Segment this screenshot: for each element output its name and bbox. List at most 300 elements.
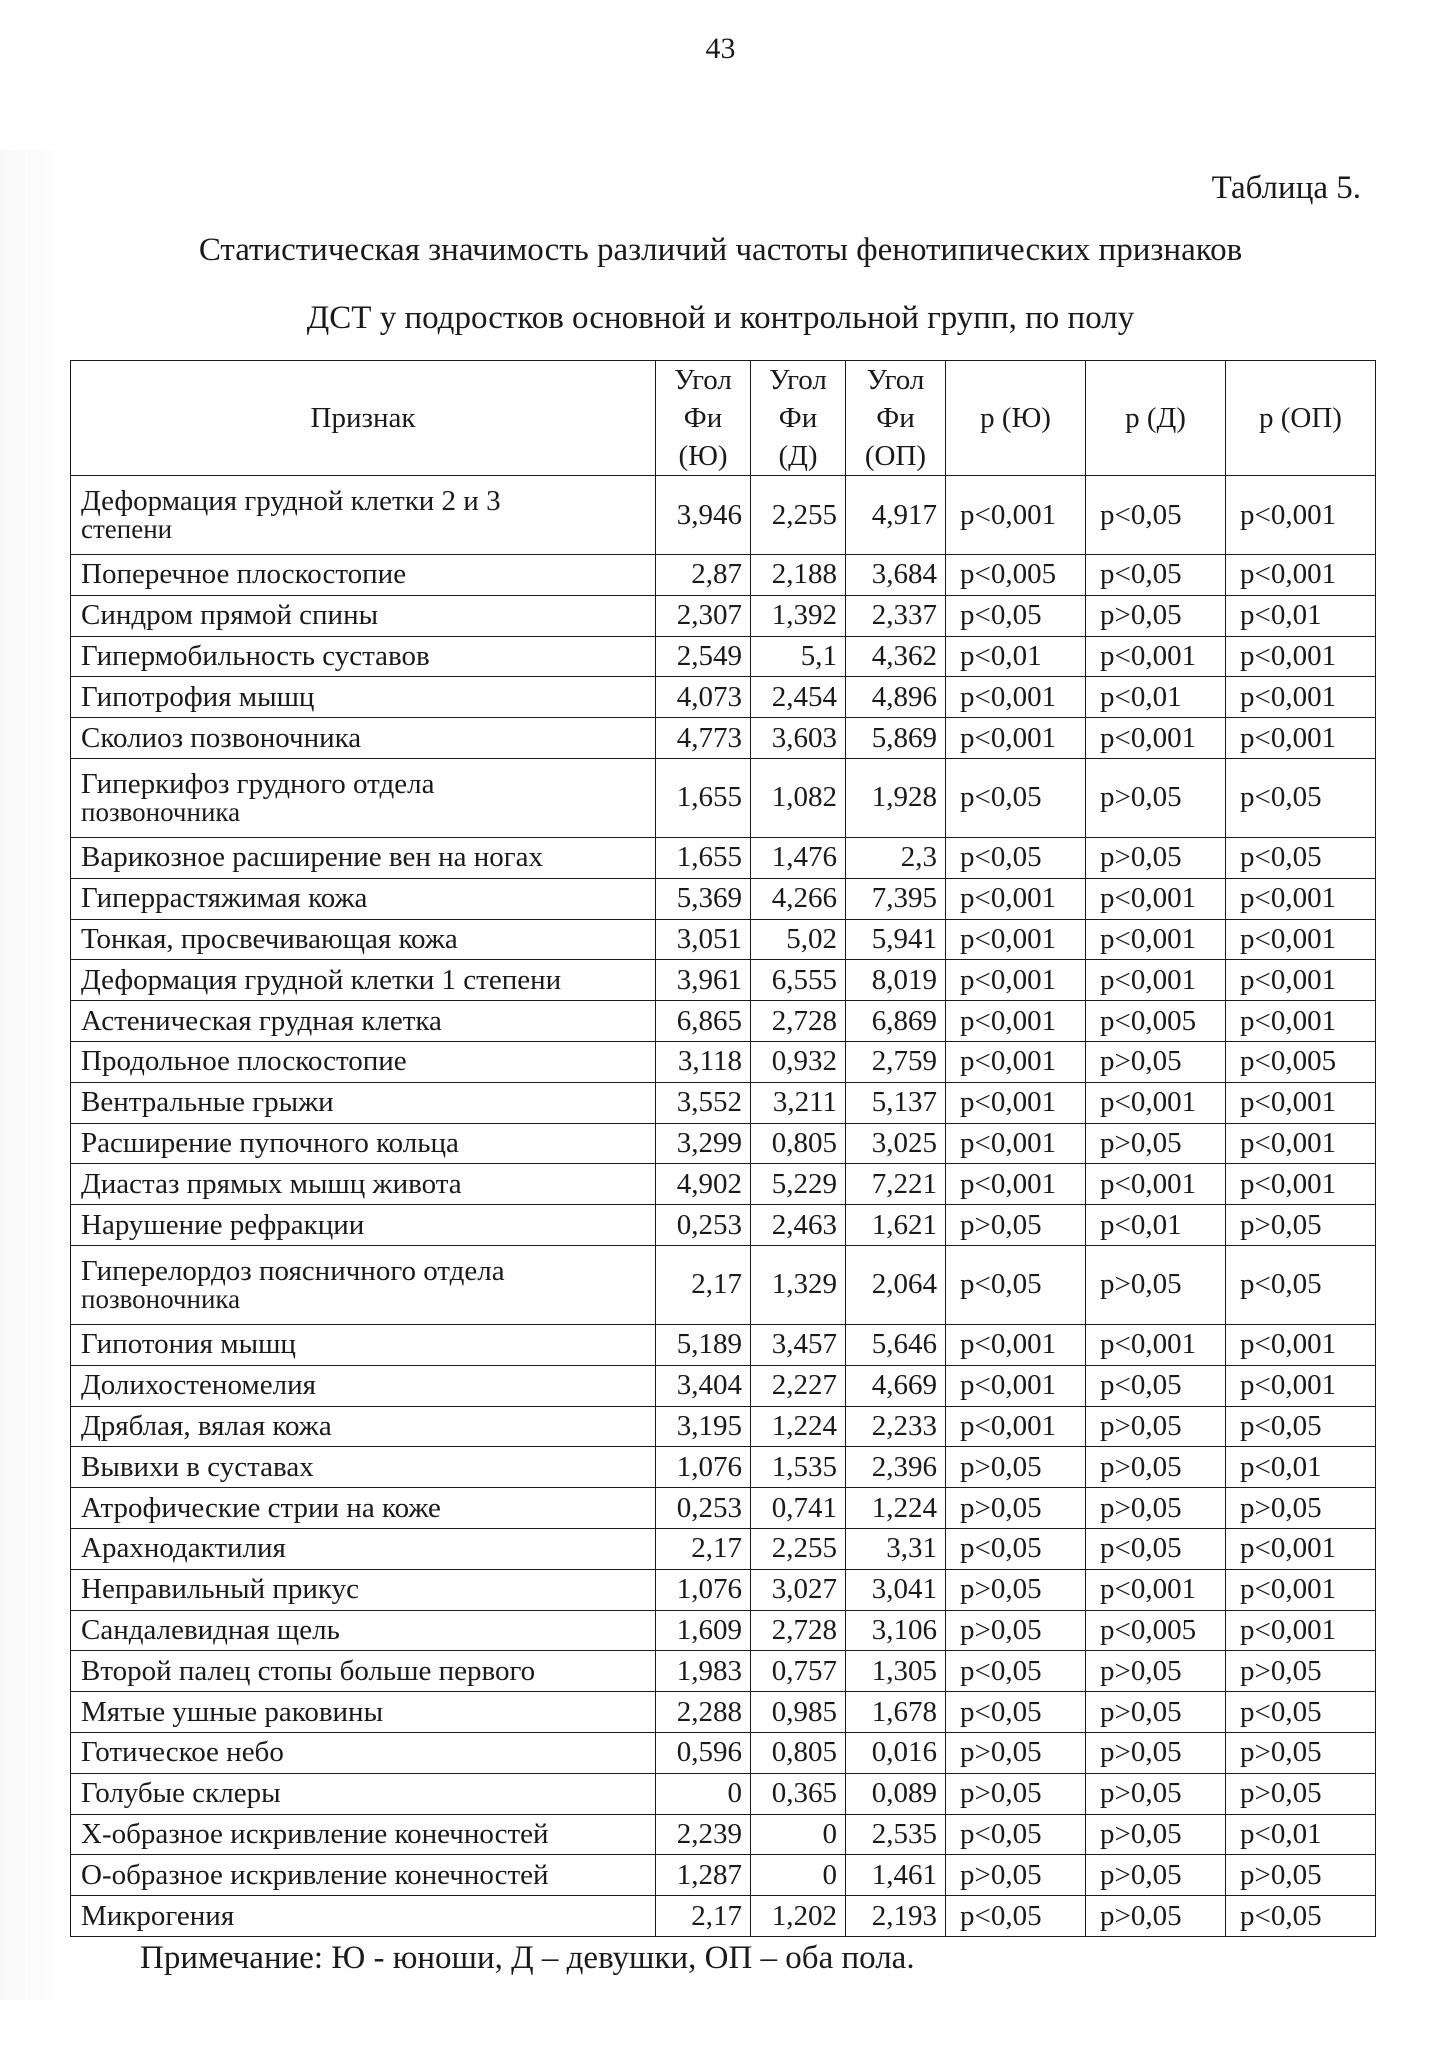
cell-p-d: р<0,01 bbox=[1086, 1205, 1226, 1246]
table-row bbox=[71, 677, 1376, 718]
cell-phi-op: 6,869 bbox=[846, 1001, 946, 1042]
cell-phi-yu: 6,865 bbox=[656, 1001, 751, 1042]
cell-phi-op: 3,025 bbox=[846, 1123, 946, 1164]
cell-phi-d: 3,027 bbox=[751, 1569, 846, 1610]
cell-feature bbox=[71, 1855, 656, 1896]
cell-p-yu: р<0,05 bbox=[946, 837, 1086, 878]
cell-p-op: р<0,001 bbox=[1226, 878, 1376, 919]
table-body bbox=[71, 476, 1376, 1937]
cell-phi-op: 4,917 bbox=[846, 476, 946, 555]
cell-p-op: р<0,05 bbox=[1226, 837, 1376, 878]
cell-phi-yu: 2,87 bbox=[656, 555, 751, 596]
cell-phi-op: 3,041 bbox=[846, 1569, 946, 1610]
cell-phi-op: 2,193 bbox=[846, 1896, 946, 1937]
table-row bbox=[71, 1365, 1376, 1406]
cell-feature-line: Вывихи в суставах bbox=[81, 1450, 314, 1483]
header-phi-d bbox=[751, 361, 846, 476]
cell-phi-op: 5,869 bbox=[846, 718, 946, 759]
page-number: 43 bbox=[705, 32, 736, 65]
cell-p-yu: р<0,001 bbox=[946, 476, 1086, 555]
cell-p-d: р>0,05 bbox=[1086, 837, 1226, 878]
cell-phi-d: 0,741 bbox=[751, 1488, 846, 1529]
cell-phi-op: 7,395 bbox=[846, 878, 946, 919]
header-p-op: р (ОП) bbox=[1226, 361, 1376, 476]
data-table bbox=[70, 360, 1376, 1937]
table-row bbox=[71, 758, 1376, 837]
cell-p-d: р>0,05 bbox=[1086, 1041, 1226, 1082]
cell-p-yu: р>0,05 bbox=[946, 1447, 1086, 1488]
cell-p-yu: р<0,05 bbox=[946, 1245, 1086, 1324]
cell-p-d: р>0,05 bbox=[1086, 1773, 1226, 1814]
cell-phi-yu: 3,552 bbox=[656, 1082, 751, 1123]
cell-p-d: р<0,05 bbox=[1086, 476, 1226, 555]
cell-p-yu: р<0,05 bbox=[946, 1692, 1086, 1733]
cell-phi-op: 4,362 bbox=[846, 636, 946, 677]
cell-feature bbox=[71, 1569, 656, 1610]
cell-feature-line: О-образное искривление конечностей bbox=[81, 1858, 549, 1891]
cell-p-yu: р>0,05 bbox=[946, 1855, 1086, 1896]
cell-phi-yu: 2,17 bbox=[656, 1896, 751, 1937]
cell-feature bbox=[71, 1001, 656, 1042]
cell-phi-op: 1,678 bbox=[846, 1692, 946, 1733]
cell-phi-d: 2,255 bbox=[751, 476, 846, 555]
cell-feature bbox=[71, 1324, 656, 1365]
cell-phi-op: 8,019 bbox=[846, 960, 946, 1001]
cell-phi-yu: 3,118 bbox=[656, 1041, 751, 1082]
cell-p-d: р<0,001 bbox=[1086, 1569, 1226, 1610]
cell-phi-d: 5,1 bbox=[751, 636, 846, 677]
cell-phi-op: 7,221 bbox=[846, 1164, 946, 1205]
cell-p-yu: р<0,001 bbox=[946, 1365, 1086, 1406]
cell-p-yu: р<0,05 bbox=[946, 1528, 1086, 1569]
cell-phi-op: 2,233 bbox=[846, 1406, 946, 1447]
table-row bbox=[71, 1692, 1376, 1733]
cell-phi-yu: 3,946 bbox=[656, 476, 751, 555]
header-phi-yu bbox=[656, 361, 751, 476]
cell-phi-d: 4,266 bbox=[751, 878, 846, 919]
cell-phi-op: 2,535 bbox=[846, 1814, 946, 1855]
cell-phi-yu: 0,596 bbox=[656, 1732, 751, 1773]
cell-phi-d: 2,463 bbox=[751, 1205, 846, 1246]
cell-feature bbox=[71, 1896, 656, 1937]
cell-feature bbox=[71, 758, 656, 837]
cell-phi-d: 2,728 bbox=[751, 1610, 846, 1651]
cell-feature bbox=[71, 1528, 656, 1569]
cell-feature-line: Арахнодактилия bbox=[81, 1532, 286, 1565]
cell-phi-op: 0,089 bbox=[846, 1773, 946, 1814]
table-row bbox=[71, 1041, 1376, 1082]
cell-feature-line: Тонкая, просвечивающая кожа bbox=[81, 922, 458, 955]
cell-phi-op: 2,396 bbox=[846, 1447, 946, 1488]
cell-p-op: р<0,001 bbox=[1226, 718, 1376, 759]
cell-feature-line: Гипермобильность суставов bbox=[81, 639, 430, 672]
cell-p-yu: р<0,005 bbox=[946, 555, 1086, 596]
cell-feature bbox=[71, 1365, 656, 1406]
cell-p-op: р>0,05 bbox=[1226, 1205, 1376, 1246]
cell-feature bbox=[71, 1773, 656, 1814]
cell-feature bbox=[71, 1205, 656, 1246]
cell-feature-line: Мятые ушные раковины bbox=[81, 1695, 384, 1728]
cell-feature bbox=[71, 476, 656, 555]
table-label: Таблица 5. bbox=[1211, 170, 1361, 206]
cell-p-yu: р<0,001 bbox=[946, 677, 1086, 718]
cell-phi-d: 5,229 bbox=[751, 1164, 846, 1205]
cell-feature bbox=[71, 1041, 656, 1082]
cell-phi-op: 1,224 bbox=[846, 1488, 946, 1529]
cell-phi-yu: 3,404 bbox=[656, 1365, 751, 1406]
cell-p-op: р<0,001 bbox=[1226, 677, 1376, 718]
cell-p-d: р<0,05 bbox=[1086, 555, 1226, 596]
header-phi-d-line: (Д) bbox=[778, 440, 818, 472]
cell-p-yu: р<0,05 bbox=[946, 595, 1086, 636]
cell-phi-op: 5,941 bbox=[846, 919, 946, 960]
cell-feature-line: Сандалевидная щель bbox=[81, 1613, 340, 1646]
cell-p-op: р<0,001 bbox=[1226, 1324, 1376, 1365]
table-row bbox=[71, 1001, 1376, 1042]
cell-p-op: р<0,05 bbox=[1226, 1692, 1376, 1733]
cell-phi-yu: 1,287 bbox=[656, 1855, 751, 1896]
cell-phi-yu: 4,902 bbox=[656, 1164, 751, 1205]
cell-p-yu: р>0,05 bbox=[946, 1732, 1086, 1773]
cell-feature bbox=[71, 595, 656, 636]
cell-p-d: р>0,05 bbox=[1086, 758, 1226, 837]
cell-feature-line: Синдром прямой спины bbox=[81, 599, 379, 632]
table-header-row bbox=[71, 361, 1376, 476]
table-row bbox=[71, 1896, 1376, 1937]
cell-phi-d: 3,211 bbox=[751, 1082, 846, 1123]
cell-phi-yu: 1,655 bbox=[656, 758, 751, 837]
cell-p-d: р<0,001 bbox=[1086, 1164, 1226, 1205]
header-phi-op bbox=[846, 361, 946, 476]
cell-p-op: р<0,001 bbox=[1226, 1528, 1376, 1569]
cell-p-d: р>0,05 bbox=[1086, 1488, 1226, 1529]
cell-p-yu: р<0,001 bbox=[946, 1001, 1086, 1042]
cell-phi-d: 2,227 bbox=[751, 1365, 846, 1406]
cell-p-yu: р<0,001 bbox=[946, 1324, 1086, 1365]
cell-phi-yu: 4,773 bbox=[656, 718, 751, 759]
cell-p-d: р>0,05 bbox=[1086, 1692, 1226, 1733]
cell-p-yu: р<0,001 bbox=[946, 960, 1086, 1001]
cell-phi-op: 4,896 bbox=[846, 677, 946, 718]
header-phi-yu-line: Фи bbox=[683, 402, 723, 434]
cell-feature bbox=[71, 1814, 656, 1855]
cell-feature-line: Поперечное плоскостопие bbox=[81, 558, 407, 591]
cell-p-op: р<0,001 bbox=[1226, 1365, 1376, 1406]
cell-feature-line: Варикозное расширение вен на ногах bbox=[81, 841, 544, 874]
table-row bbox=[71, 595, 1376, 636]
cell-phi-yu: 2,288 bbox=[656, 1692, 751, 1733]
cell-p-d: р<0,01 bbox=[1086, 677, 1226, 718]
table-row bbox=[71, 837, 1376, 878]
cell-phi-d: 0,365 bbox=[751, 1773, 846, 1814]
cell-p-yu: р<0,001 bbox=[946, 1164, 1086, 1205]
cell-p-yu: р<0,05 bbox=[946, 758, 1086, 837]
cell-p-yu: р<0,001 bbox=[946, 1082, 1086, 1123]
cell-phi-d: 0,985 bbox=[751, 1692, 846, 1733]
cell-feature bbox=[71, 1488, 656, 1529]
cell-p-d: р<0,05 bbox=[1086, 1365, 1226, 1406]
cell-feature bbox=[71, 960, 656, 1001]
cell-phi-op: 2,337 bbox=[846, 595, 946, 636]
cell-feature-line: Расширение пупочного кольца bbox=[81, 1126, 459, 1159]
cell-p-yu: р<0,05 bbox=[946, 1896, 1086, 1937]
cell-phi-d: 2,454 bbox=[751, 677, 846, 718]
table-row bbox=[71, 1528, 1376, 1569]
cell-phi-d: 1,535 bbox=[751, 1447, 846, 1488]
cell-p-d: р<0,001 bbox=[1086, 1082, 1226, 1123]
cell-feature-line: Деформация грудной клетки 1 степени bbox=[81, 963, 562, 996]
cell-feature-line: степени bbox=[81, 514, 173, 544]
cell-p-d: р<0,001 bbox=[1086, 1324, 1226, 1365]
cell-feature-line: Вентральные грыжи bbox=[81, 1086, 334, 1119]
cell-phi-d: 1,202 bbox=[751, 1896, 846, 1937]
cell-phi-d: 5,02 bbox=[751, 919, 846, 960]
table-row bbox=[71, 1569, 1376, 1610]
table-row bbox=[71, 476, 1376, 555]
cell-p-d: р>0,05 bbox=[1086, 595, 1226, 636]
cell-p-d: р<0,001 bbox=[1086, 636, 1226, 677]
cell-phi-op: 1,621 bbox=[846, 1205, 946, 1246]
cell-p-d: р>0,05 bbox=[1086, 1896, 1226, 1937]
cell-p-yu: р>0,05 bbox=[946, 1569, 1086, 1610]
cell-p-yu: р<0,001 bbox=[946, 1123, 1086, 1164]
cell-p-d: р>0,05 bbox=[1086, 1732, 1226, 1773]
cell-phi-yu: 0 bbox=[656, 1773, 751, 1814]
table-row bbox=[71, 1245, 1376, 1324]
cell-p-yu: р<0,01 bbox=[946, 636, 1086, 677]
table-row bbox=[71, 1610, 1376, 1651]
table-title-line-2: ДСТ у подростков основной и контрольной групп, по полу bbox=[306, 300, 1135, 336]
cell-feature bbox=[71, 718, 656, 759]
cell-p-op: р<0,001 bbox=[1226, 1610, 1376, 1651]
cell-phi-d: 0 bbox=[751, 1814, 846, 1855]
cell-phi-d: 0,932 bbox=[751, 1041, 846, 1082]
cell-phi-op: 5,646 bbox=[846, 1324, 946, 1365]
cell-phi-yu: 1,076 bbox=[656, 1447, 751, 1488]
cell-p-yu: р>0,05 bbox=[946, 1488, 1086, 1529]
cell-phi-op: 0,016 bbox=[846, 1732, 946, 1773]
table-row bbox=[71, 1855, 1376, 1896]
cell-feature-line: Второй палец стопы больше первого bbox=[81, 1654, 536, 1687]
cell-p-op: р<0,001 bbox=[1226, 476, 1376, 555]
cell-phi-op: 3,106 bbox=[846, 1610, 946, 1651]
cell-feature bbox=[71, 636, 656, 677]
cell-feature-line: Астеническая грудная клетка bbox=[81, 1004, 442, 1037]
cell-p-yu: р<0,05 bbox=[946, 1814, 1086, 1855]
header-phi-d-line: Фи bbox=[778, 402, 818, 434]
cell-p-d: р>0,05 bbox=[1086, 1406, 1226, 1447]
cell-p-yu: р<0,001 bbox=[946, 1041, 1086, 1082]
cell-p-op: р<0,001 bbox=[1226, 1164, 1376, 1205]
table-row bbox=[71, 1205, 1376, 1246]
cell-p-op: р<0,001 bbox=[1226, 960, 1376, 1001]
cell-phi-d: 0,757 bbox=[751, 1651, 846, 1692]
cell-feature bbox=[71, 1610, 656, 1651]
cell-feature-line: Неправильный прикус bbox=[81, 1573, 359, 1606]
cell-feature bbox=[71, 1732, 656, 1773]
cell-phi-yu: 2,239 bbox=[656, 1814, 751, 1855]
table-row bbox=[71, 1406, 1376, 1447]
header-phi-d-line: Угол bbox=[769, 364, 827, 396]
cell-feature bbox=[71, 837, 656, 878]
cell-p-op: р>0,05 bbox=[1226, 1488, 1376, 1529]
cell-feature-line: Деформация грудной клетки 2 и 3 bbox=[81, 485, 501, 517]
cell-feature-line: Сколиоз позвоночника bbox=[81, 721, 362, 754]
table-row bbox=[71, 960, 1376, 1001]
cell-p-op: р>0,05 bbox=[1226, 1773, 1376, 1814]
cell-phi-yu: 1,983 bbox=[656, 1651, 751, 1692]
cell-phi-yu: 3,961 bbox=[656, 960, 751, 1001]
table-row bbox=[71, 1773, 1376, 1814]
cell-p-d: р>0,05 bbox=[1086, 1651, 1226, 1692]
cell-feature-line: Продольное плоскостопие bbox=[81, 1045, 407, 1078]
cell-p-d: р>0,05 bbox=[1086, 1245, 1226, 1324]
cell-feature-line: Гипотрофия мышц bbox=[81, 680, 315, 713]
cell-phi-yu: 5,189 bbox=[656, 1324, 751, 1365]
cell-feature-line: позвоночника bbox=[81, 796, 241, 827]
cell-feature bbox=[71, 555, 656, 596]
cell-feature-line: Долихостеномелия bbox=[81, 1369, 316, 1402]
cell-feature bbox=[71, 1164, 656, 1205]
cell-p-op: р<0,001 bbox=[1226, 1123, 1376, 1164]
header-p-d: р (Д) bbox=[1086, 361, 1226, 476]
cell-p-op: р<0,001 bbox=[1226, 919, 1376, 960]
table-row bbox=[71, 878, 1376, 919]
cell-phi-op: 4,669 bbox=[846, 1365, 946, 1406]
cell-phi-op: 2,3 bbox=[846, 837, 946, 878]
table-row bbox=[71, 1732, 1376, 1773]
cell-phi-d: 0,805 bbox=[751, 1732, 846, 1773]
cell-phi-yu: 0,253 bbox=[656, 1488, 751, 1529]
table-row bbox=[71, 919, 1376, 960]
cell-p-d: р<0,001 bbox=[1086, 919, 1226, 960]
cell-feature-line: Гиперелордоз поясничного отдела bbox=[81, 1254, 505, 1287]
cell-phi-yu: 3,195 bbox=[656, 1406, 751, 1447]
cell-p-op: р<0,005 bbox=[1226, 1041, 1376, 1082]
table-row bbox=[71, 1488, 1376, 1529]
cell-feature bbox=[71, 1245, 656, 1324]
cell-feature bbox=[71, 1447, 656, 1488]
cell-phi-yu: 2,307 bbox=[656, 595, 751, 636]
cell-feature-line: Диастаз прямых мышц живота bbox=[81, 1167, 462, 1200]
cell-feature-line: Нарушение рефракции bbox=[81, 1208, 365, 1241]
cell-phi-d: 2,188 bbox=[751, 555, 846, 596]
cell-phi-d: 0 bbox=[751, 1855, 846, 1896]
cell-feature-line: Дряблая, вялая кожа bbox=[81, 1409, 332, 1442]
cell-p-yu: р>0,05 bbox=[946, 1205, 1086, 1246]
cell-phi-d: 2,255 bbox=[751, 1528, 846, 1569]
header-phi-yu-line: (Ю) bbox=[678, 440, 728, 472]
cell-p-d: р<0,001 bbox=[1086, 718, 1226, 759]
cell-p-d: р<0,001 bbox=[1086, 878, 1226, 919]
table-row bbox=[71, 1082, 1376, 1123]
cell-p-op: р<0,001 bbox=[1226, 636, 1376, 677]
cell-p-op: р<0,05 bbox=[1226, 1406, 1376, 1447]
cell-phi-yu: 2,17 bbox=[656, 1528, 751, 1569]
cell-feature bbox=[71, 878, 656, 919]
cell-phi-d: 3,457 bbox=[751, 1324, 846, 1365]
cell-feature bbox=[71, 1123, 656, 1164]
cell-feature-line: Готическое небо bbox=[81, 1736, 284, 1769]
cell-feature-line: позвоночника bbox=[81, 1283, 241, 1314]
cell-phi-yu: 2,549 bbox=[656, 636, 751, 677]
header-phi-yu-line: Угол bbox=[674, 364, 732, 396]
cell-phi-d: 1,329 bbox=[751, 1245, 846, 1324]
cell-feature bbox=[71, 919, 656, 960]
header-phi-op-line: (ОП) bbox=[864, 440, 927, 472]
cell-feature bbox=[71, 1406, 656, 1447]
cell-phi-yu: 5,369 bbox=[656, 878, 751, 919]
table-row bbox=[71, 718, 1376, 759]
cell-p-d: р<0,001 bbox=[1086, 960, 1226, 1001]
cell-phi-yu: 3,299 bbox=[656, 1123, 751, 1164]
cell-feature-line: Гипотония мышц bbox=[81, 1328, 296, 1361]
cell-p-d: р<0,05 bbox=[1086, 1528, 1226, 1569]
cell-p-yu: р<0,05 bbox=[946, 1651, 1086, 1692]
cell-phi-op: 3,684 bbox=[846, 555, 946, 596]
table-row bbox=[71, 1164, 1376, 1205]
header-phi-op-line: Угол bbox=[866, 364, 925, 396]
cell-phi-op: 5,137 bbox=[846, 1082, 946, 1123]
cell-phi-yu: 2,17 bbox=[656, 1245, 751, 1324]
table-row bbox=[71, 636, 1376, 677]
cell-p-op: р>0,05 bbox=[1226, 1855, 1376, 1896]
table-row bbox=[71, 1123, 1376, 1164]
cell-feature bbox=[71, 1082, 656, 1123]
cell-phi-d: 6,555 bbox=[751, 960, 846, 1001]
cell-p-d: р>0,05 bbox=[1086, 1123, 1226, 1164]
cell-phi-d: 2,728 bbox=[751, 1001, 846, 1042]
cell-p-d: р>0,05 bbox=[1086, 1814, 1226, 1855]
cell-phi-d: 3,603 bbox=[751, 718, 846, 759]
cell-phi-op: 1,305 bbox=[846, 1651, 946, 1692]
cell-p-yu: р<0,001 bbox=[946, 878, 1086, 919]
cell-p-d: р>0,05 bbox=[1086, 1447, 1226, 1488]
cell-feature-line: Голубые склеры bbox=[81, 1777, 281, 1810]
cell-phi-yu: 1,655 bbox=[656, 837, 751, 878]
cell-p-yu: р<0,001 bbox=[946, 718, 1086, 759]
cell-phi-op: 2,759 bbox=[846, 1041, 946, 1082]
cell-phi-d: 1,224 bbox=[751, 1406, 846, 1447]
header-feature: Признак bbox=[71, 361, 656, 476]
cell-phi-d: 1,082 bbox=[751, 758, 846, 837]
cell-phi-op: 3,31 bbox=[846, 1528, 946, 1569]
cell-phi-yu: 1,609 bbox=[656, 1610, 751, 1651]
cell-phi-op: 1,461 bbox=[846, 1855, 946, 1896]
cell-p-d: р<0,005 bbox=[1086, 1610, 1226, 1651]
cell-p-op: р<0,001 bbox=[1226, 1569, 1376, 1610]
cell-phi-d: 1,392 bbox=[751, 595, 846, 636]
cell-phi-yu: 3,051 bbox=[656, 919, 751, 960]
cell-feature-line: Х-образное искривление конечностей bbox=[81, 1817, 549, 1850]
table-title-line-1: Статистическая значимость различий частоты фенотипических признаков bbox=[198, 232, 1243, 268]
cell-phi-d: 0,805 bbox=[751, 1123, 846, 1164]
cell-p-op: р<0,001 bbox=[1226, 1082, 1376, 1123]
header-phi-op-line: Фи bbox=[876, 402, 915, 434]
cell-p-op: р<0,001 bbox=[1226, 1001, 1376, 1042]
cell-feature-line: Атрофические стрии на коже bbox=[81, 1491, 441, 1524]
cell-phi-yu: 0,253 bbox=[656, 1205, 751, 1246]
table-row bbox=[71, 1814, 1376, 1855]
cell-feature bbox=[71, 677, 656, 718]
page-shadow bbox=[0, 150, 70, 2000]
cell-feature bbox=[71, 1651, 656, 1692]
cell-p-op: р<0,05 bbox=[1226, 1245, 1376, 1324]
cell-feature-line: Гиперкифоз грудного отдела bbox=[81, 767, 435, 800]
cell-p-op: р<0,01 bbox=[1226, 595, 1376, 636]
cell-feature-line: Микрогения bbox=[81, 1899, 235, 1932]
table-row bbox=[71, 1447, 1376, 1488]
